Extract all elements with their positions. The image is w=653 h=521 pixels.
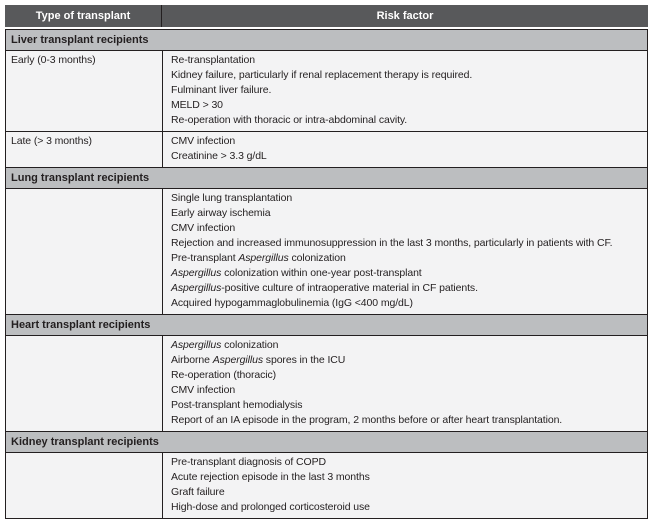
risk-factor-line: Post-transplant hemodialysis bbox=[171, 399, 303, 411]
type-of-transplant-cell bbox=[6, 453, 163, 519]
risk-factor-table bbox=[5, 29, 648, 519]
risk-factor-line: Early airway ischemia bbox=[171, 207, 271, 219]
table-row bbox=[6, 189, 648, 315]
risk-factor-cell bbox=[163, 51, 648, 132]
risk-factor-line: Re-operation (thoracic) bbox=[171, 369, 277, 381]
risk-factor-line: Pre-transplant diagnosis of COPD bbox=[171, 456, 326, 468]
type-of-transplant-cell bbox=[6, 336, 163, 432]
risk-factor-line: Acute rejection episode in the last 3 months bbox=[171, 471, 370, 483]
section-row bbox=[6, 432, 648, 453]
type-of-transplant-cell: Late (> 3 months) bbox=[6, 132, 163, 168]
risk-factor-line: Acquired hypogammaglobulinemia (IgG <400 mg/dL) bbox=[171, 297, 413, 309]
risk-factor-line: Pre-transplant Aspergillus colonization bbox=[171, 252, 346, 264]
risk-factor-line: Rejection and increased immunosuppression in the last 3 months, particularly in patients with CF. bbox=[171, 237, 613, 249]
section-header: Kidney transplant recipients bbox=[6, 432, 648, 453]
risk-factor-line: Report of an IA episode in the program, 2 months before or after heart transplantation. bbox=[171, 414, 563, 426]
risk-factor-line: Kidney failure, particularly if renal replacement therapy is required. bbox=[171, 69, 473, 81]
risk-factor-line: Re-operation with thoracic or intra-abdominal cavity. bbox=[171, 114, 408, 126]
table-row bbox=[6, 132, 648, 168]
column-header-type-of-transplant: Type of transplant bbox=[5, 5, 162, 27]
risk-factor-line: MELD > 30 bbox=[171, 99, 223, 111]
risk-factor-line: Creatinine > 3.3 g/dL bbox=[171, 150, 267, 162]
risk-factor-line: CMV infection bbox=[171, 222, 236, 234]
section-header: Liver transplant recipients bbox=[6, 30, 648, 51]
risk-factor-cell bbox=[163, 336, 648, 432]
section-header: Heart transplant recipients bbox=[6, 315, 648, 336]
section-header: Lung transplant recipients bbox=[6, 168, 648, 189]
risk-factor-line: Single lung transplantation bbox=[171, 192, 293, 204]
table-header-row bbox=[5, 5, 648, 27]
risk-factor-line: Fulminant liver failure. bbox=[171, 84, 272, 96]
risk-factor-line: CMV infection bbox=[171, 384, 236, 396]
section-row bbox=[6, 315, 648, 336]
type-of-transplant-cell: Early (0-3 months) bbox=[6, 51, 163, 132]
section-row bbox=[6, 30, 648, 51]
table-row bbox=[6, 336, 648, 432]
risk-factor-line: High-dose and prolonged corticosteroid use bbox=[171, 501, 370, 513]
section-row bbox=[6, 168, 648, 189]
risk-factor-line: Graft failure bbox=[171, 486, 225, 498]
risk-factor-cell bbox=[163, 132, 648, 168]
risk-factor-line: Aspergillus-positive culture of intraoperative material in CF patients. bbox=[171, 282, 478, 294]
risk-factor-line: Airborne Aspergillus spores in the ICU bbox=[171, 354, 346, 366]
risk-factor-line: Aspergillus colonization bbox=[171, 339, 279, 351]
risk-factor-cell bbox=[163, 453, 648, 519]
risk-factor-line: CMV infection bbox=[171, 135, 236, 147]
table-row bbox=[6, 51, 648, 132]
table-body bbox=[6, 30, 648, 519]
type-of-transplant-cell bbox=[6, 189, 163, 315]
table-row bbox=[6, 453, 648, 519]
risk-factor-cell bbox=[163, 189, 648, 315]
risk-factor-line: Aspergillus colonization within one-year post-transplant bbox=[171, 267, 422, 279]
risk-factor-line: Re-transplantation bbox=[171, 54, 255, 66]
column-header-risk-factor: Risk factor bbox=[162, 5, 648, 27]
